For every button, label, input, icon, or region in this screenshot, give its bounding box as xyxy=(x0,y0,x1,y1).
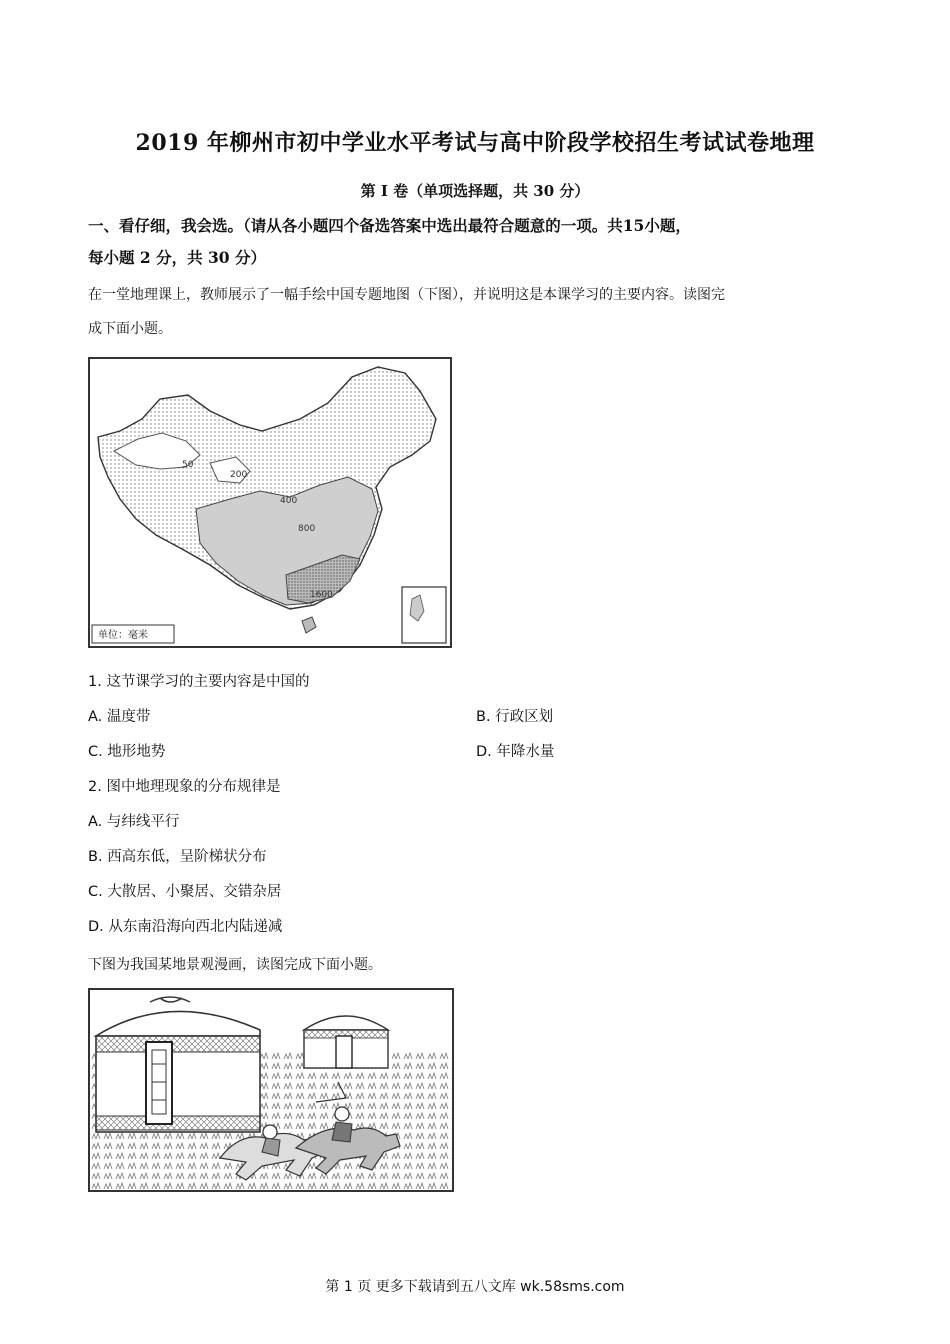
section-heading xyxy=(88,210,868,274)
section-heading-line-2: 每小题 2 分，共 30 分） xyxy=(88,248,266,267)
option-letter: C. xyxy=(88,744,103,760)
option-letter: A. xyxy=(88,709,103,725)
question-1-option-b[interactable] xyxy=(476,707,553,727)
question-2-option-d[interactable] xyxy=(88,917,282,937)
intro-line-2: 成下面小题。 xyxy=(88,321,172,337)
option-letter: B. xyxy=(88,849,103,865)
map-drawing xyxy=(90,359,450,646)
page-title: 2019 年柳州市初中学业水平考试与高中阶段学校招生考试试卷地理 xyxy=(135,130,815,156)
footer-page-number: 1 xyxy=(343,1279,353,1295)
page-footer xyxy=(0,1276,950,1296)
option-text: 温度带 xyxy=(106,709,151,725)
intro-line-1: 在一堂地理课上，教师展示了一幅手绘中国专题地图（下图），并说明这是本课学习的主要内容。读图完 xyxy=(88,287,725,303)
footer-prefix: 第 xyxy=(325,1279,340,1295)
isoline-label-800: 800 xyxy=(298,524,316,534)
footer-url-link[interactable]: wk.58sms.com xyxy=(520,1279,625,1295)
intro-paragraph-2: 下图为我国某地景观漫画，读图完成下面小题。 xyxy=(88,957,382,973)
cartoon-drawing xyxy=(90,990,452,1190)
option-letter: B. xyxy=(476,709,491,725)
south-sea-inset xyxy=(402,587,446,643)
question-text: 这节课学习的主要内容是中国的 xyxy=(106,674,310,690)
isoline-label-50: 50 xyxy=(182,460,194,470)
question-2-option-a[interactable] xyxy=(88,812,179,832)
island xyxy=(302,617,316,633)
question-1-option-c[interactable] xyxy=(88,742,165,762)
grassland-yurt-cartoon xyxy=(88,988,454,1192)
intro-paragraph-1 xyxy=(88,280,864,344)
option-text: 地形地势 xyxy=(107,744,166,760)
question-2-option-b[interactable] xyxy=(88,847,267,867)
option-text: 西高东低，呈阶梯状分布 xyxy=(107,849,267,865)
option-text: 与纬线平行 xyxy=(106,814,180,830)
option-text: 行政区划 xyxy=(495,709,554,725)
china-precipitation-map xyxy=(88,357,452,648)
option-letter: C. xyxy=(88,884,103,900)
option-letter: D. xyxy=(476,744,492,760)
question-number: 2. xyxy=(88,779,102,795)
option-text: 大散居、小聚居、交错杂居 xyxy=(107,884,282,900)
footer-suffix: 页 更多下载请到五八文库 xyxy=(357,1279,516,1295)
option-text: 从东南沿海向西北内陆递减 xyxy=(108,919,283,935)
question-2-stem xyxy=(88,777,280,797)
question-2-option-c[interactable] xyxy=(88,882,281,902)
question-1-option-a[interactable] xyxy=(88,707,150,727)
option-letter: D. xyxy=(88,919,104,935)
isoline-label-1600: 1600 xyxy=(310,590,333,600)
large-yurt-icon xyxy=(96,997,260,1132)
option-text: 年降水量 xyxy=(496,744,555,760)
small-yurt-icon xyxy=(304,1016,388,1068)
section-heading-line-1: 一、看仔细，我会选。（请从各小题四个备选答案中选出最符合题意的一项。共15小题， xyxy=(88,216,691,235)
isoline-label-200: 200 xyxy=(230,470,248,480)
isoline-label-400: 400 xyxy=(280,496,298,506)
part-label: 第 I 卷（单项选择题，共 30 分） xyxy=(360,182,590,200)
question-number: 1. xyxy=(88,674,102,690)
question-1-option-d[interactable] xyxy=(476,742,554,762)
option-letter: A. xyxy=(88,814,103,830)
question-text: 图中地理现象的分布规律是 xyxy=(106,779,281,795)
question-1-stem xyxy=(88,672,309,692)
unit-label: 单位：毫米 xyxy=(98,630,148,641)
